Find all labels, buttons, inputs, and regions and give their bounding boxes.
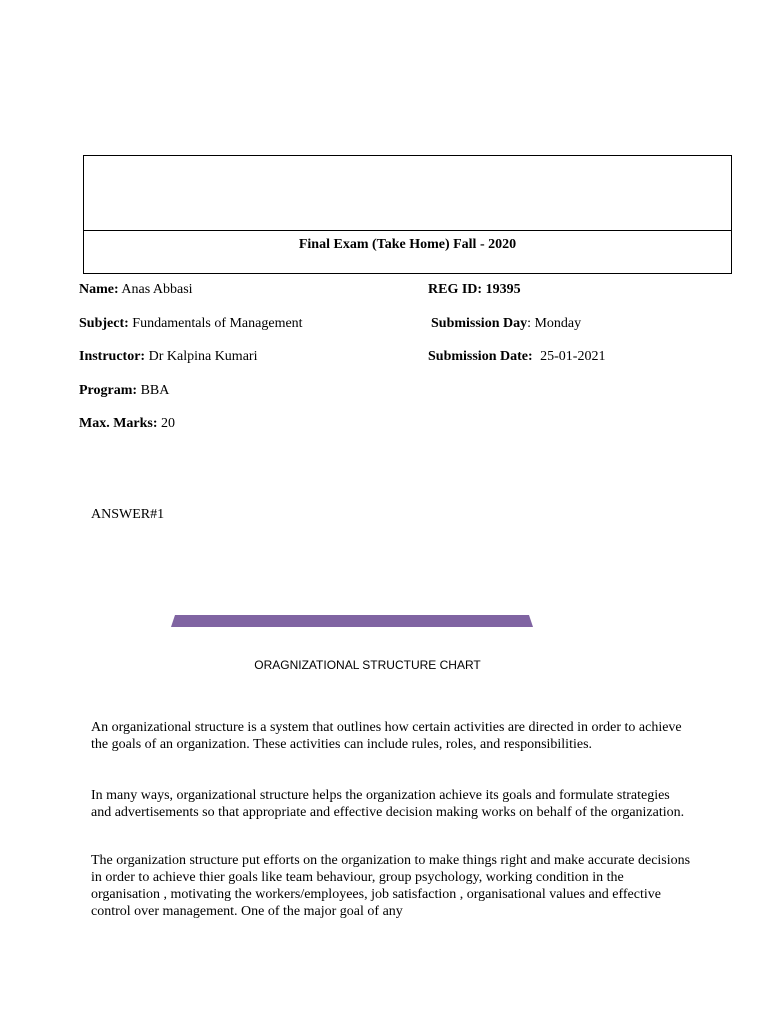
instructor-label: Instructor: xyxy=(79,349,146,364)
submission-day-label: Submission Day xyxy=(431,316,528,331)
program-field xyxy=(79,382,169,400)
exam-title: Final Exam (Take Home) Fall - 2020 xyxy=(298,237,517,252)
program-label: Program: xyxy=(79,383,138,398)
submission-date-value: 25-01-2021 xyxy=(540,349,606,364)
max-marks-field xyxy=(79,415,175,433)
name-label: Name: xyxy=(79,282,119,297)
paragraph-2: In many ways, organizational structure helps the organization achieve its goals and formulate strategies and advertisements so that appropriate and effective decision making works on behalf of the organization. xyxy=(91,788,685,820)
subject-field xyxy=(79,315,303,333)
answer-heading: ANSWER#1 xyxy=(91,507,165,522)
org-chart-bar-shape xyxy=(171,615,533,627)
instructor-field xyxy=(79,348,257,366)
reg-id-field xyxy=(428,281,521,299)
name-value: Anas Abbasi xyxy=(121,282,193,297)
submission-date-field xyxy=(428,348,605,366)
submission-day-field xyxy=(431,315,581,333)
max-marks-value: 20 xyxy=(161,416,176,431)
submission-day-value: : Monday xyxy=(527,316,582,331)
paragraph-1: An organizational structure is a system that outlines how certain activities are directed in order to achieve the goals of an organization. These activities can include rules, roles, and responsibilities. xyxy=(91,720,682,752)
exam-header-box xyxy=(83,155,732,274)
chart-caption: ORAGNIZATIONAL STRUCTURE CHART xyxy=(254,658,481,672)
max-marks-label: Max. Marks: xyxy=(79,416,158,431)
subject-label: Subject: xyxy=(79,316,129,331)
submission-date-label: Submission Date: xyxy=(428,349,533,364)
paragraph-3: The organization structure put efforts on the organization to make things right and make accurate decisions in order to achieve thier goals like team behaviour, group psychology, working condition in the organisation , motivating the workers/employees, job satisfaction , organisational values and effective control over management. One of the major goal of any xyxy=(91,853,691,919)
reg-id-label: REG ID: xyxy=(428,282,483,297)
subject-value: Fundamentals of Management xyxy=(132,316,303,331)
name-field xyxy=(79,281,193,299)
reg-id-value: 19395 xyxy=(485,282,521,297)
program-value: BBA xyxy=(140,383,170,398)
instructor-value: Dr Kalpina Kumari xyxy=(148,349,258,364)
org-chart-bar xyxy=(171,615,533,627)
